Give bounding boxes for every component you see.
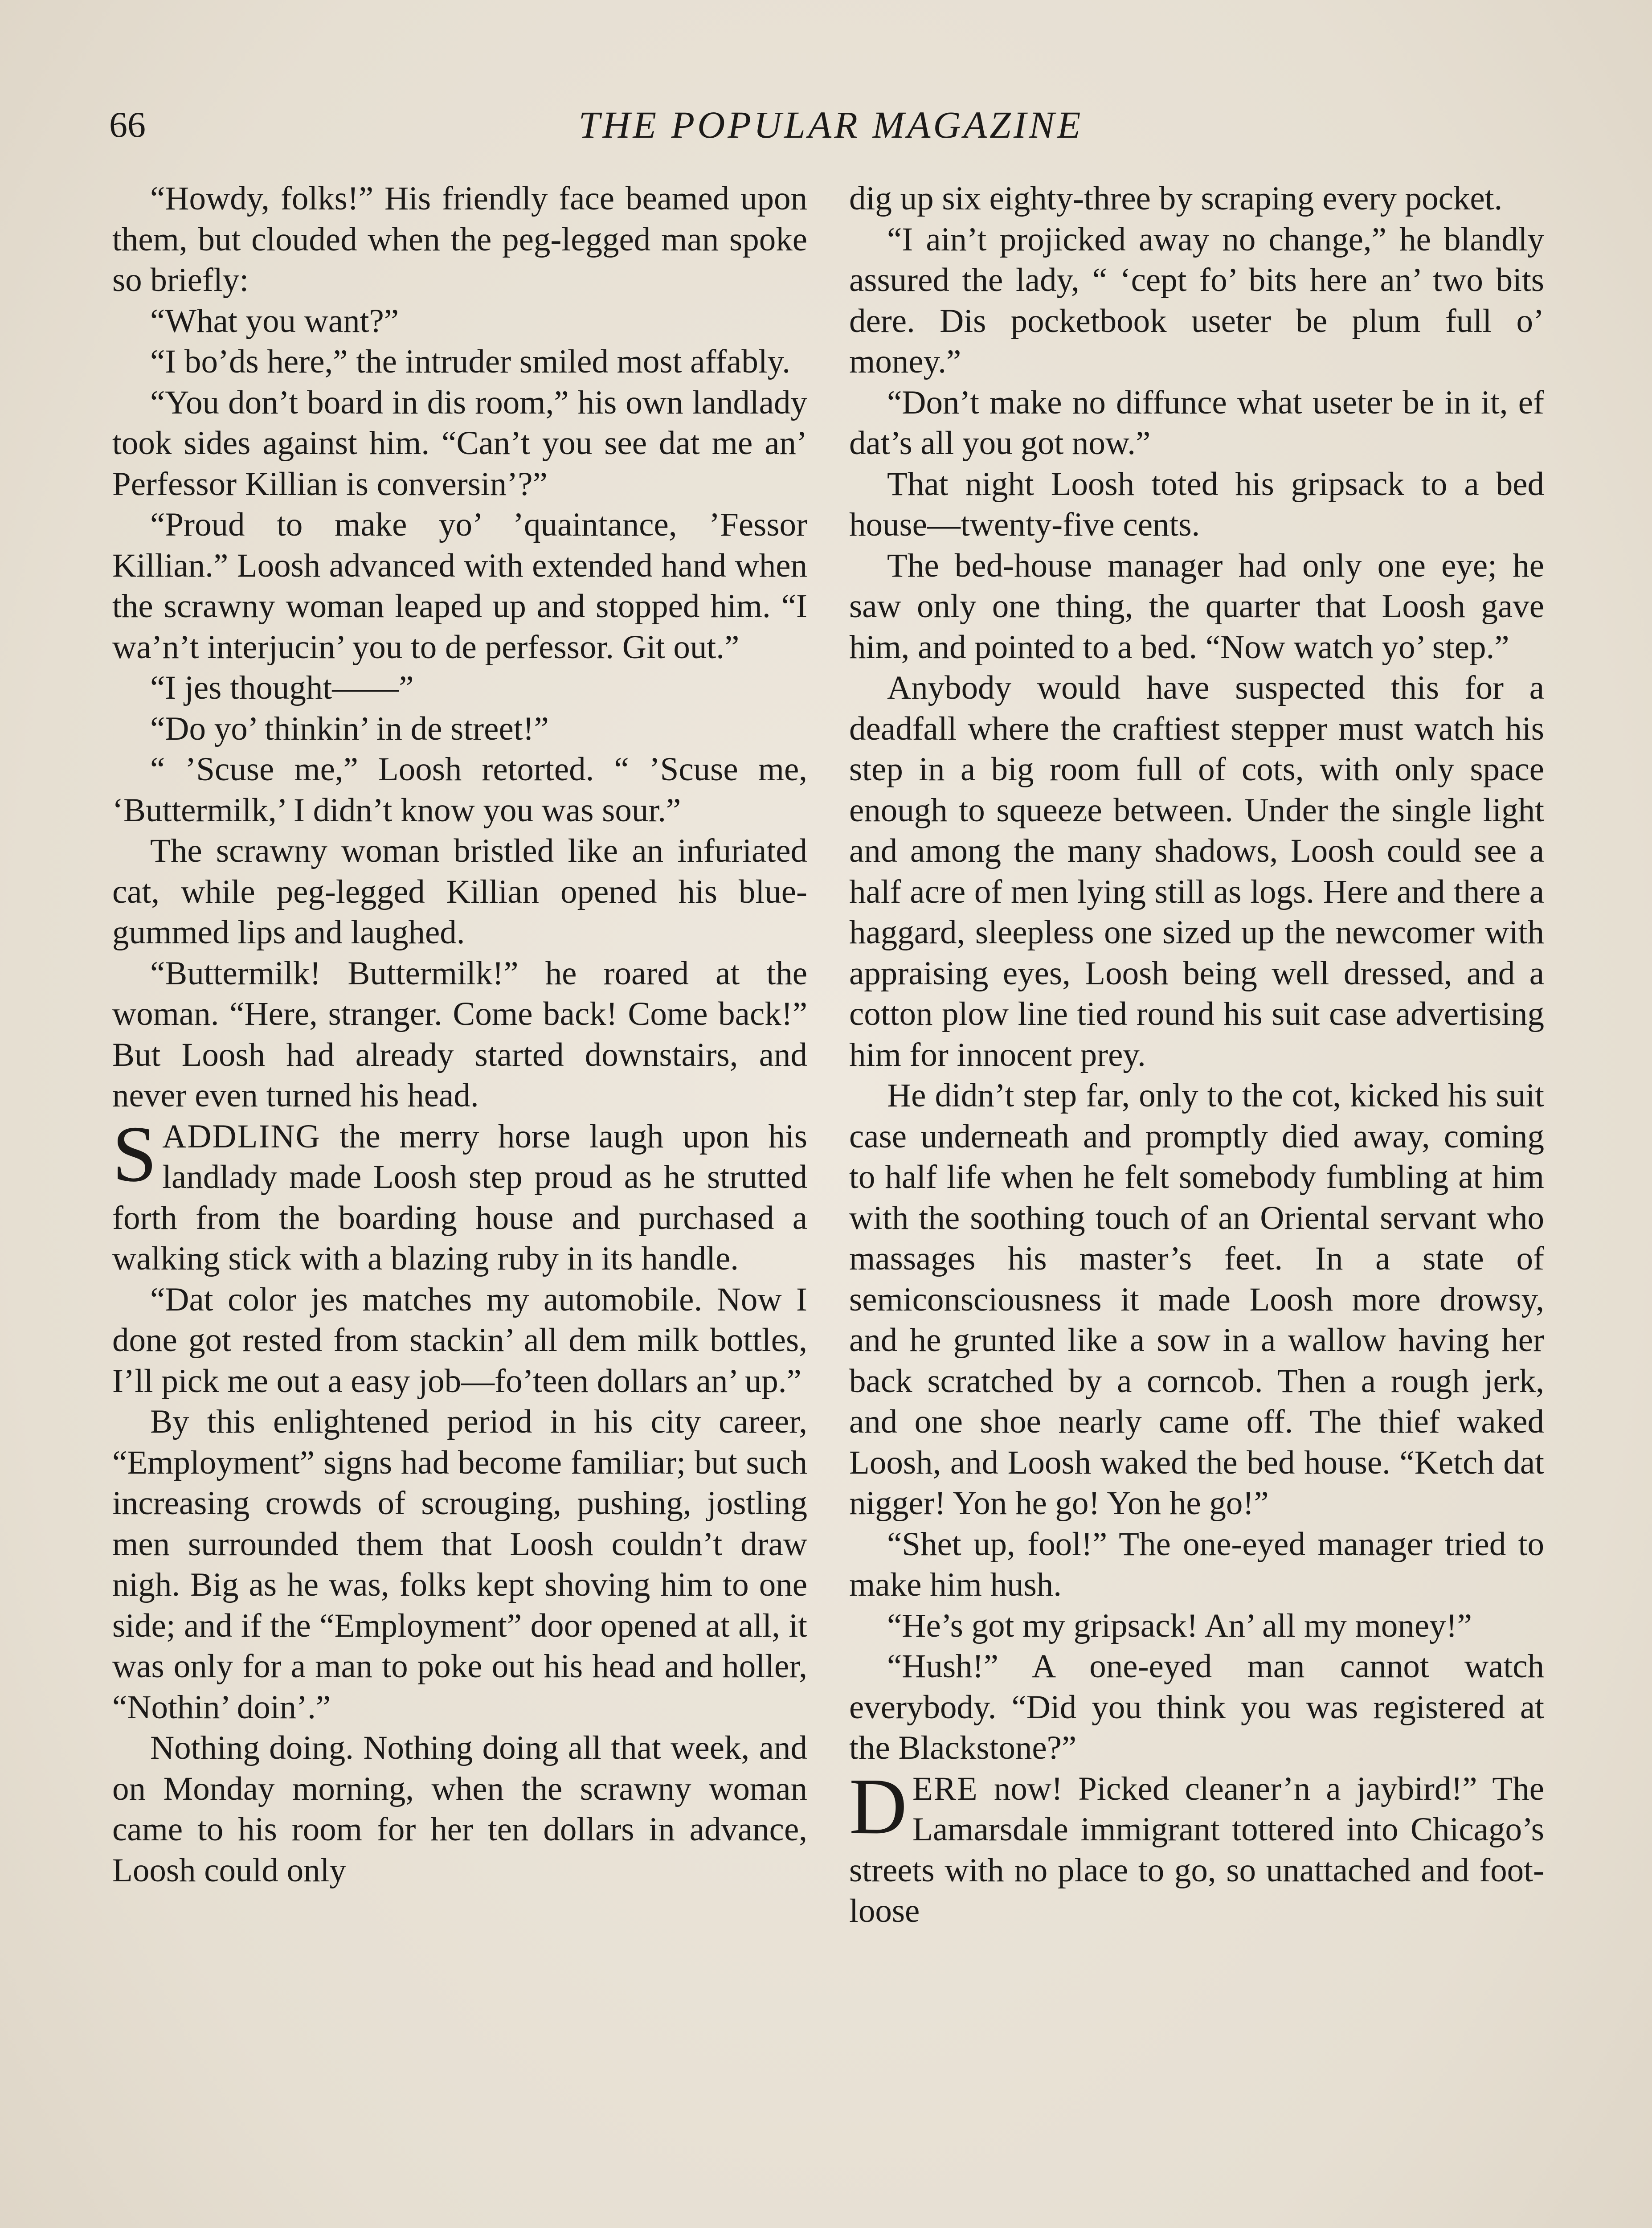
paragraph: The bed-house manager had only one eye; he saw only one thing, the quarter that Loosh gave him, and pointed to a bed. “Now watch yo’ step.” — [849, 547, 1544, 666]
paragraph: The scrawny woman bristled like an infuriated cat, while peg-legged Killian opened his blue-gummed lips and laughed. — [112, 832, 807, 951]
paragraph: “Shet up, fool!” The one-eyed manager tried to make him hush. — [849, 1525, 1544, 1603]
paragraph: “Don’t make no diffunce what useter be in it, ef dat’s all you got now.” — [849, 384, 1544, 462]
paragraph: “He’s got my gripsack! An’ all my money!” — [887, 1607, 1472, 1644]
section-opening-paragraph — [849, 1761, 1544, 1932]
drop-cap: D — [849, 1761, 907, 1851]
paragraph: He didn’t step far, only to the cot, kicked his suit case underneath and promptly died away, coming to half life when he felt somebody fumbling at him with the soothing touch of an Oriental servant who massages his master’s feet. In a state of semiconsciousness it made Loosh more drowsy, and he grunted like a sow in a wallow having her back scratched by a corncob. Then a rough jerk, and one shoe nearly came off. The thief waked Loosh, and Loosh waked the bed house. “Ketch dat nigger! Yon he go! Yon he go!” — [849, 1077, 1544, 1522]
paragraph: “ ’Scuse me,” Loosh retorted. “ ’Scuse me, ‘Buttermilk,’ I didn’t know you was sour.” — [112, 751, 807, 829]
small-caps-lead: ADDLING — [162, 1118, 321, 1155]
paragraph: “What you want?” — [150, 302, 399, 340]
continuation-paragraph: dig up six eighty-three by scraping every pocket. — [849, 180, 1503, 217]
paragraph: “Howdy, folks!” His friendly face beamed upon them, but clouded when the peg-legged man spoke so briefly: — [112, 180, 807, 299]
paragraph: Anybody would have suspected this for a deadfall where the craftiest stepper must watch his step in a big room full of cots, with only space enough to squeeze between. Under the single light and among the many shadows, Loosh could see a half acre of men lying still as logs. Here and there a haggard, sleepless one sized up the newcomer with appraising eyes, Loosh being well dressed, and a cotton plow line tied round his suit case advertising him for innocent prey. — [849, 669, 1544, 1073]
page-header — [109, 100, 1553, 149]
paragraph: “I bo’ds here,” the intruder smiled most affably. — [150, 343, 791, 380]
paragraph: “Do yo’ thinkin’ in de street!” — [150, 710, 549, 747]
paragraph: “You don’t board in dis room,” his own landlady took sides against him. “Can’t you see dat me an’ Perfessor Killian is conversin’?” — [112, 384, 807, 503]
paragraph: “I jes thought——” — [150, 669, 414, 706]
section-opening-paragraph — [112, 1109, 807, 1279]
paragraph: Nothing doing. Nothing doing all that week, and on Monday morning, when the scrawny woman came to his room for her ten dollars in advance, Loosh could only — [112, 1729, 807, 1889]
section-lead-text: now! Picked cleaner’n a jaybird!” The Lamarsdale immigrant tottered into Chicago’s streets with no place to go, so unattached and foot-loose — [849, 1770, 1544, 1929]
right-column — [849, 178, 1544, 1932]
paragraph: “Buttermilk! Buttermilk!” he roared at the woman. “Here, stranger. Come back! Come back!” But Loosh had already started downstairs, and never even turned his head. — [112, 954, 807, 1114]
paragraph: By this enlightened period in his city career, “Employment” signs had become familiar; but such increasing crowds of scrouging, pushing, jostling men surrounded them that Loosh couldn’t draw nigh. Big as he was, folks kept shoving him to one side; and if the “Employment” door opened at all, it was only for a man to poke out his head and holler, “Nothin’ doin’.” — [112, 1403, 807, 1726]
section-lead-text: the merry horse laugh upon his landlady made Loosh step proud as he strutted forth from the boarding house and purchased a walking stick with a blazing ruby in its handle. — [112, 1118, 807, 1277]
paragraph: “I ain’t projicked away no change,” he blandly assured the lady, “ ‘cept fo’ bits here an’ two bits dere. Dis pocketbook useter be plum full o’ money.” — [849, 221, 1544, 380]
running-title: THE POPULAR MAGAZINE — [578, 103, 1084, 146]
small-caps-lead: ERE — [912, 1770, 978, 1807]
paragraph: “Proud to make yo’ ’quaintance, ’Fessor Killian.” Loosh advanced with extended hand when the scrawny woman leaped up and stopped him. “I wa’n’t interjucin’ you to de perfessor. Git out.” — [112, 506, 807, 666]
left-column — [112, 178, 807, 1891]
drop-cap: S — [112, 1109, 157, 1198]
paragraph: “Dat color jes matches my automobile. Now I done got rested from stackin’ all dem milk bottles, I’ll pick me out a easy job—fo’teen dollars an’ up.” — [112, 1281, 807, 1400]
paragraph: “Hush!” A one-eyed man cannot watch everybody. “Did you think you was registered at the Blackstone?” — [849, 1648, 1544, 1766]
paragraph: That night Loosh toted his gripsack to a bed house—twenty-five cents. — [849, 465, 1544, 543]
page-number: 66 — [109, 104, 146, 145]
